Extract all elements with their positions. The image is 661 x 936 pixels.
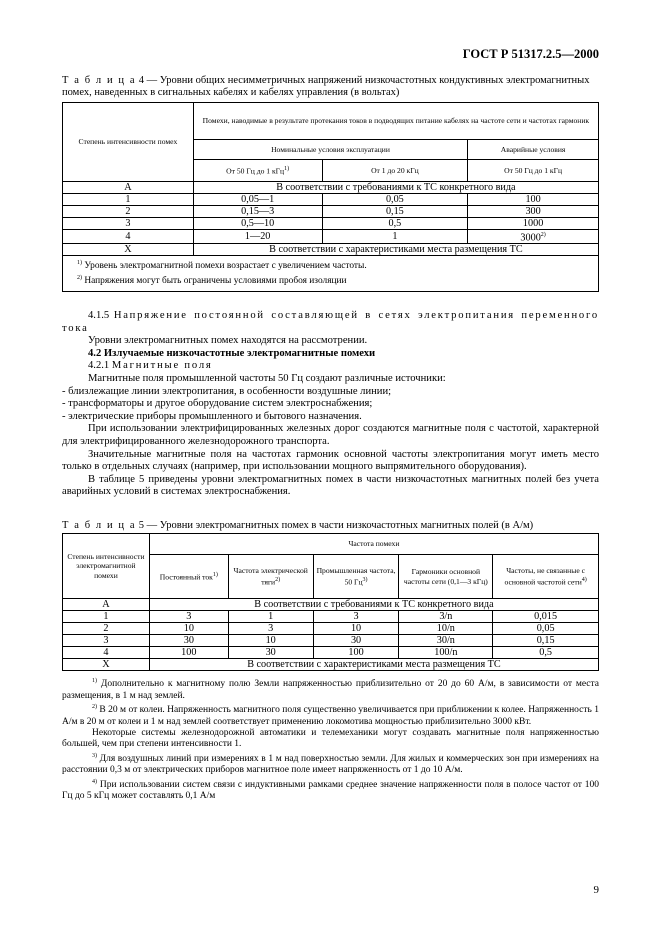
list-item: - близлежащие линии электропитания, в особенности воздушные линии;: [62, 385, 392, 397]
t5-header-col5: Частоты, не связанные с основной частотой сети$^{4)}$: [493, 555, 599, 599]
section-4-2-1: 4.2.1 Магнитные поля: [88, 360, 213, 372]
t5-header-col4: Гармоники основной частоты сети (0,1—3 кГц): [399, 555, 493, 599]
t4-header-col3: От 50 Гц до 1 кГц: [468, 160, 599, 182]
t5-header-col1: Постоянный ток$^{1)}$: [149, 555, 228, 599]
table4-caption: [62, 75, 599, 99]
paragraph: В таблице 5 приведены уровни электромагнитных помех в части низкочастотных магнитных полей без учета аварийных условий в системах электроснабжения.: [62, 473, 599, 498]
document-header: ГОСТ Р 51317.2.5—2000: [462, 47, 599, 61]
t4-header-main: Помехи, наводимые в результате протекания токов в подводящих питание кабелях на частоте сети и частотах гармоник: [193, 103, 598, 140]
t4-header-col2: От 1 до 20 кГц: [322, 160, 468, 182]
table-row: X В соответствии с характеристиками места размещения ТС: [63, 659, 599, 671]
t4-note-1: $^{1)}$ Уровень электромагнитной помехи возрастает с увеличением частоты.: [77, 260, 367, 272]
list-item: - электрические приборы промышленного и бытового назначения.: [62, 410, 362, 422]
t4-note-2: $^{2)}$ Напряжения могут быть ограничены условиями пробоя изоляции: [77, 274, 347, 286]
t4-header-degree: Степень интенсивности помех: [63, 103, 194, 182]
t5-note-4: $^{4)}$ При использовании систем связи с индуктивными рамками среднее значение напряженности поля в полосе частот от 100 Гц до 5 кГц может составлять 0,1 А/м: [62, 778, 600, 802]
table-row: 3 30 10 30 30/n 0,15: [63, 635, 599, 647]
t5-header-freq: Частота помехи: [149, 534, 598, 555]
paragraph: Значительные магнитные поля на частотах гармоник основной частоты электропитания могут иметь место только в отдельных случаях (например, при использовании мощного выпрямительного оборудования).: [62, 448, 599, 473]
t5-note-2b: Некоторые системы железнодорожной автоматики и телемеханики могут создавать магнитные поля напряженностью большей, чем при степени интенсивности 1.: [62, 727, 599, 750]
t4-header-emergency: Аварийные условия: [468, 140, 599, 160]
table5-caption-text: 5 — Уровни электромагнитных помех в части низкочастотных магнитных полей (в А/м): [138, 520, 534, 531]
table5-notes: [62, 676, 599, 803]
table-row: 2 0,15—3 0,15 300: [63, 206, 599, 218]
table-row: A В соответствии с требованиями к ТС конкретного вида: [63, 599, 599, 611]
table4-caption-text: 4 — Уровни общих несимметричных напряжений низкочастотных кондуктивных электромагнитных помех, наведенных в сигнальных кабелях и кабелях управления (в вольтах): [62, 75, 590, 98]
table-row: 1 0,05—1 0,05 100: [63, 194, 599, 206]
section-4-2-title: 4.2 Излучаемые низкочастотные электромагнитные помехи: [88, 347, 376, 359]
table-row: 1 3 1 3 3/n 0,015: [63, 611, 599, 623]
table-row: 3 0,5—10 0,5 1000: [63, 218, 599, 230]
page-number: 9: [593, 884, 599, 896]
paragraph: При использовании электрифицированных железных дорог создаются магнитные поля с частотой, характерной для электрифицированного железнодорожного транспорта.: [62, 423, 599, 447]
table4-caption-label: Т а б л и ц а: [62, 75, 137, 86]
t5-header-degree: Степень интенсивности электромагнитной помехи: [63, 534, 150, 599]
body-text: [62, 310, 599, 499]
table5-caption: [62, 520, 599, 532]
table5: [62, 533, 599, 671]
paragraph: Магнитные поля промышленной частоты 50 Гц создают различные источники:: [88, 372, 446, 384]
t5-header-col2: Частота электрической тяги$^{2)}$: [228, 555, 313, 599]
table-row: 4 1—20 1 3000$^{2)}$: [63, 230, 599, 244]
t5-note-3: $^{3)}$ Для воздушных линий при измерениях в 1 м над поверхностью земли. Для жилых и коммерческих зон при измерениях на расстоянии 0,3 м от электрических приборов магнитное поле имеет напряженность от 1 до 10 А/м.: [62, 752, 600, 776]
t4-header-nominal: Номинальные условия эксплуатации: [193, 140, 467, 160]
table5-caption-label: Т а б л и ц а: [62, 520, 137, 531]
table-row: 4 100 30 100 100/n 0,5: [63, 647, 599, 659]
table-row: X В соответствии с характеристиками места размещения ТС: [63, 244, 599, 256]
t4-header-col1: От 50 Гц до 1 кГц$^{1)}$: [193, 160, 322, 182]
t5-header-col3: Промышленная частота, 50 $Гц^{3)}$: [313, 555, 399, 599]
paragraph: Уровни электромагнитных помех находятся на рассмотрении.: [88, 335, 368, 347]
table-row: 2 10 3 10 10/n 0,05: [63, 623, 599, 635]
table4: [62, 102, 599, 292]
table-row: A В соответствии с требованиями к ТС конкретного вида: [63, 182, 599, 194]
t4-notes: [63, 256, 599, 291]
t5-note-2: $^{2)}$ В 20 м от колеи. Напряженность магнитного поля существенно увеличивается при приближении к колее. Напряженность 1 А/м в 20 м от колеи и 1 м над землей соответствует применению локомотива мощностью приблизительно 3000 кВт.: [62, 703, 600, 727]
list-item: - трансформаторы и другое оборудование систем электроснабжения;: [62, 398, 373, 410]
t5-note-1: $^{1)}$ Дополнительно к магнитному полю Земли напряженностью приблизительно от 20 до 60 А/м, в зависимости от места размещения, в 1 м над землей.: [62, 678, 599, 701]
section-4-1-5: 4.1.5 Напряжение постоянной составляющей в сетях электропитания переменного тока: [62, 310, 599, 334]
